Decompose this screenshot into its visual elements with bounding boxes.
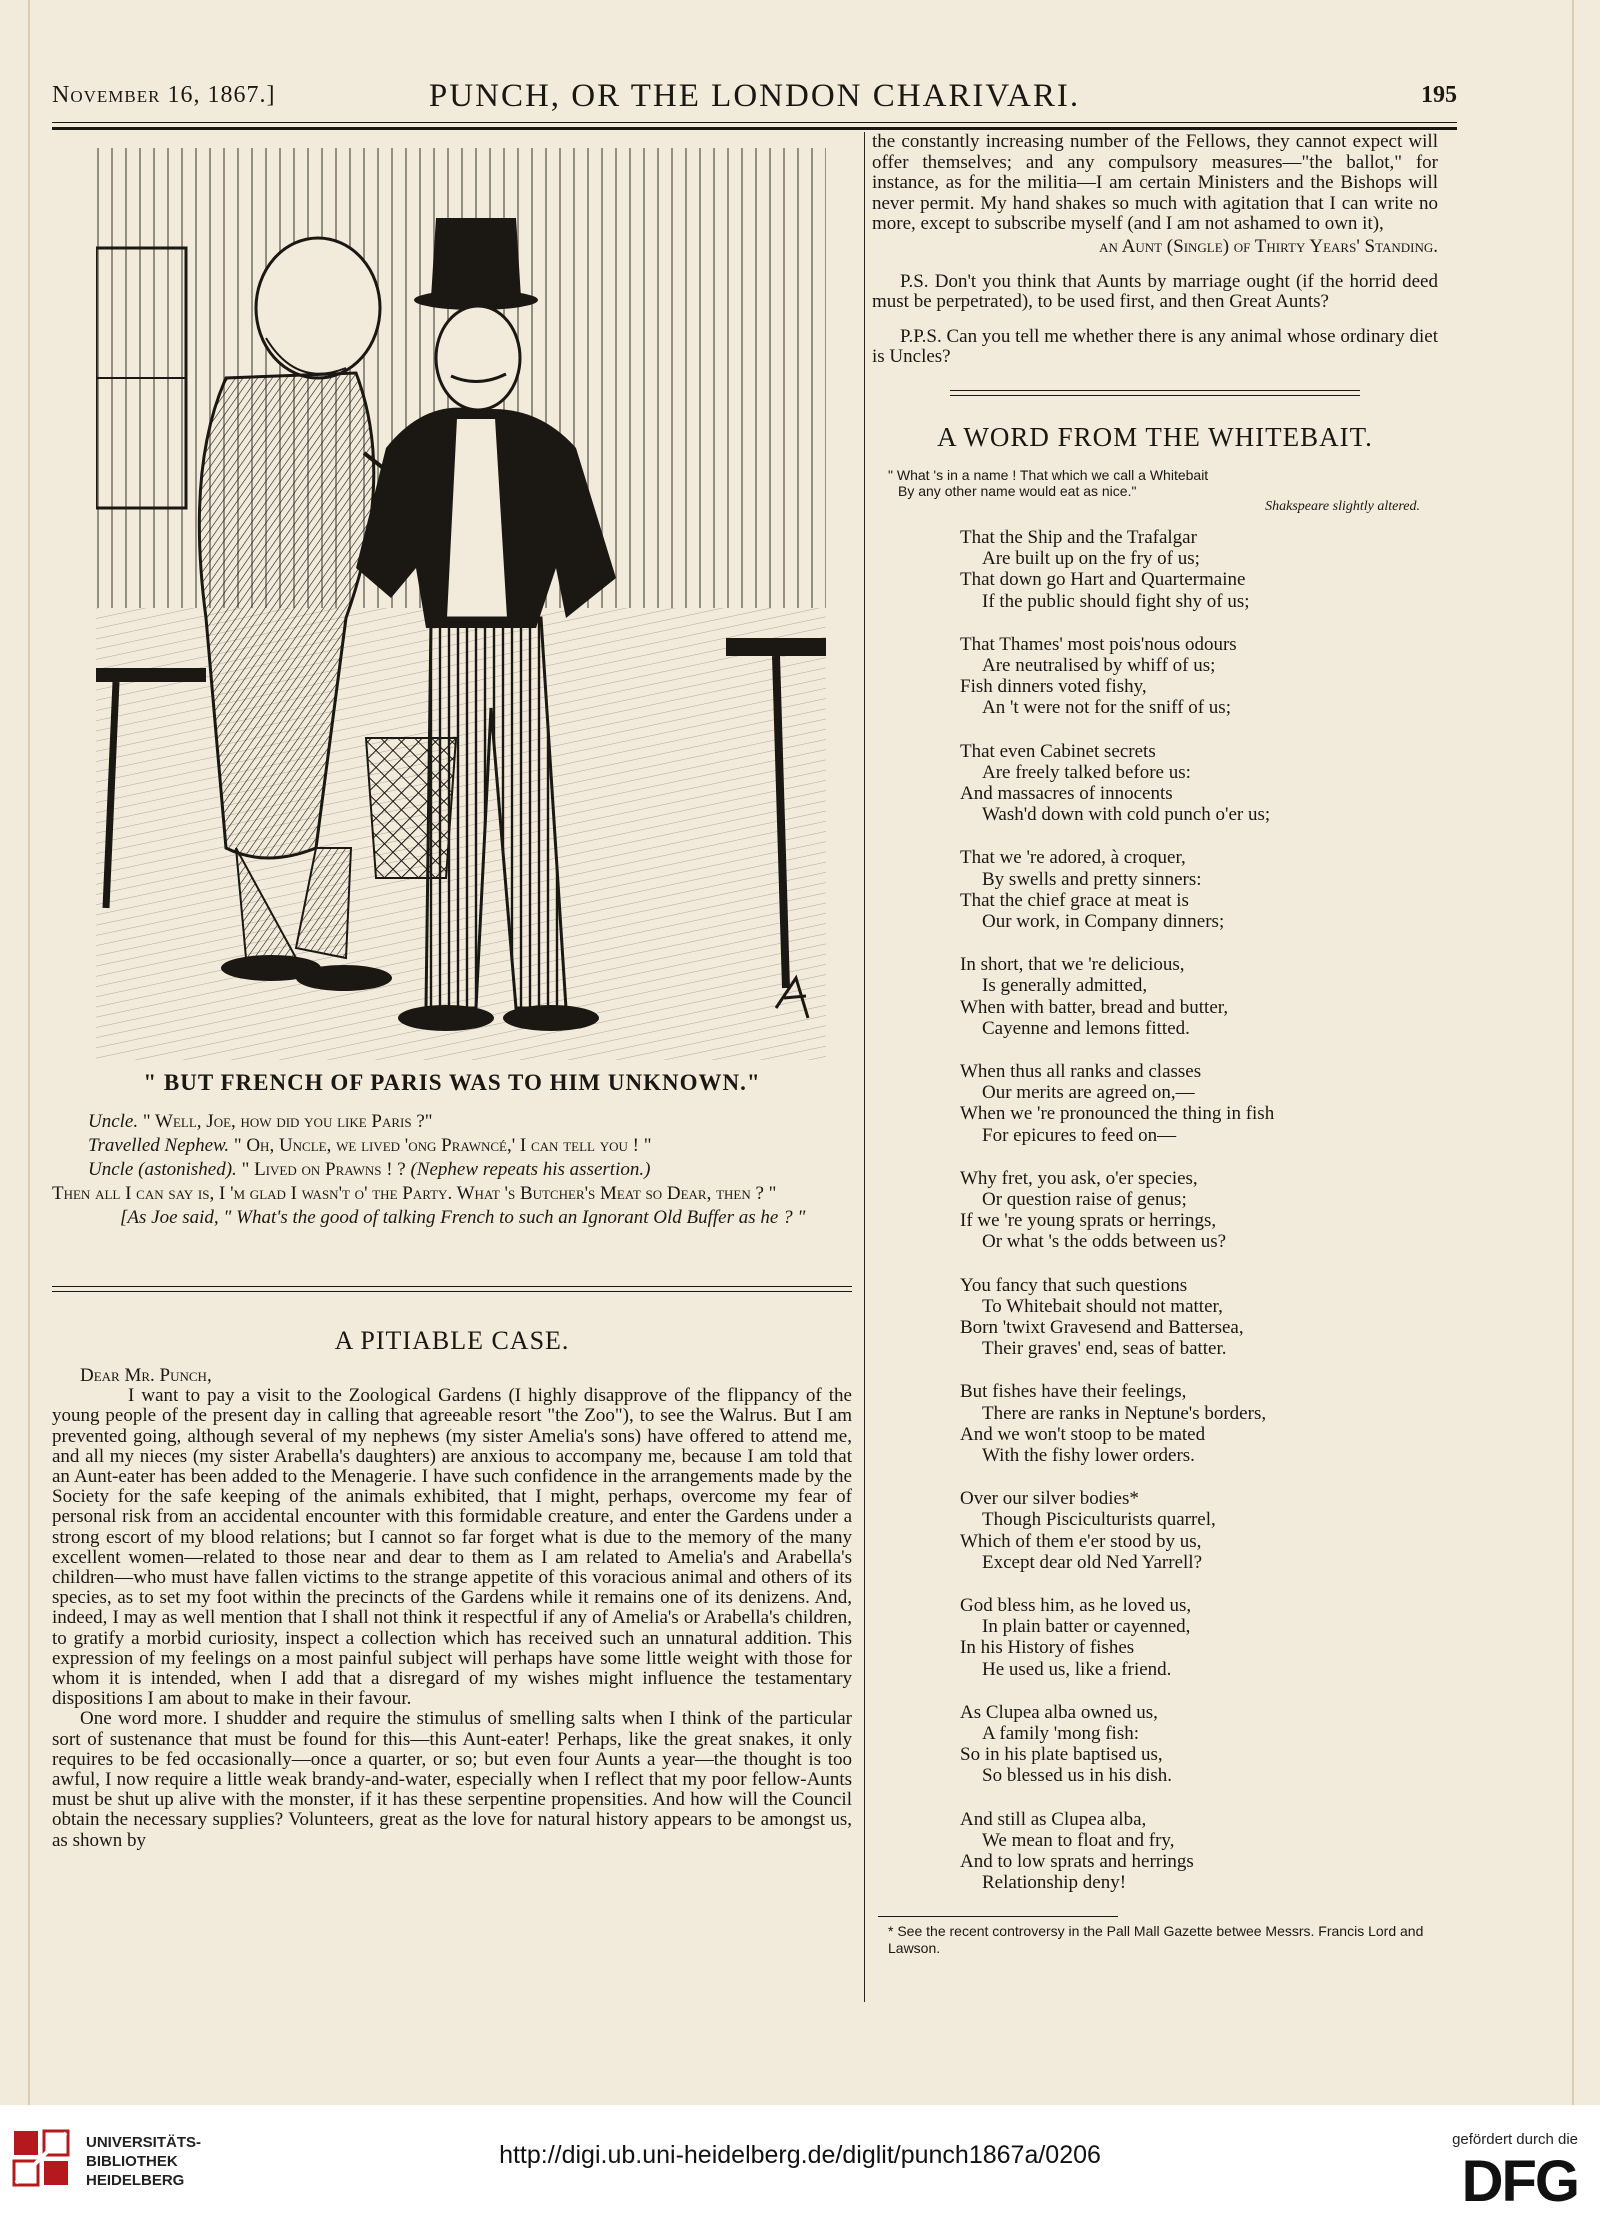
dialogue-line [52,1134,852,1158]
poem-line: Born 'twixt Gravesend and Battersea, [960,1317,1244,1339]
poem-epigraph [872,467,1438,515]
poem-line: When thus all ranks and classes [960,1061,1202,1082]
poem-stanza [960,1061,1438,1146]
header-rule-thick [52,127,1457,130]
poem-stanza [960,1595,1438,1680]
poem-stanza [960,634,1438,719]
poem-line: Or what 's the odds between us? [982,1231,1227,1253]
epigraph-source: Shakspeare slightly altered. [1265,498,1420,514]
cartoon-caption: " BUT FRENCH OF PARIS WAS TO HIM UNKNOWN." [143,1070,761,1095]
library-name-line: HEIDELBERG [86,2172,185,2189]
poem-stanza [960,741,1438,826]
poem-line: That we 're adored, à croquer, [960,847,1186,869]
letter-paragraph: I want to pay a visit to the Zoological Gardens (I highly disapprove of the flippancy of the young people of the present day in calling that agreeable resort "the Zoo"), to see the Walrus. But I am prevented going, although several of my nephews (my sister Amelia's sons) have offered to attend me, and all my nieces (my sister Arabella's daughters) are anxious to accompany me, because I am told that an Aunt-eater has been added to the Menagerie. I have such confidence in the arrangements made by the Society for the safe keeping of the animals exhibited, that I might, perhaps, overcome my fear of personal risk from an accidental encounter with this formidable creature, and enter the Gardens under a strong escort of my blood relations; but I cannot so far forget what is due to the memory of the many excellent women—related to those near and dear to them as I am related to Amelia's and Arabella's children—who must have fallen victims to the strange appetite of this voracious animal and others of its species, as to set my foot within the precincts of the Gardens while it remains one of its denizens. And, indeed, I may as well mention that I shall not think it respectful if any of Amelia's or Arabella's children, to gratify a morbid curiosity, inspect a collection which has received such an unnatural addition. This expression of my feelings on a most painful subject will perhaps have some little weight with those for whom it is intended, when I add that a disregard of my wishes might influence the testamentary dispositions I am about to make in their favour. [52,1385,852,1710]
poem-title: A WORD FROM THE WHITEBAIT. [937,421,1373,452]
poem-line: Are neutralised by whiff of us; [982,654,1216,676]
poem-line: In his History of fishes [960,1637,1135,1659]
speaker-label: Uncle. [88,1111,139,1132]
header-date: November 16, 1867.] [52,82,276,108]
permalink[interactable]: http://digi.ub.uni-heidelberg.de/diglit/punch1867a/0206 [499,2141,1101,2169]
dfg-logo: DFG [1461,2149,1578,2214]
poem-line: Are built up on the fry of us; [982,548,1200,570]
funder-label: gefördert durch die [1452,2131,1578,2148]
poem-stanza [960,1488,1438,1573]
poem-line: So in his plate baptised us, [960,1744,1163,1766]
poem-line: And we won't stoop to be mated [960,1423,1206,1445]
letter-paragraph: One word more. I shudder and require the stimulus of smelling salts when I think of the particular sort of sustenance that must be found for this—this Aunt-eater! Perhaps, like the great snakes, it only requires to be fed occasionally—once a quarter, or so; but even four Aunts a year—the thought is too awful, I now require a little weak brandy-and-water, especially when I reflect that my poor fellow-Aunts must be shut up alive with the monster, if it has these serpentine propensities. And how will the Council obtain the necessary supplies? Volunteers, great as the love for natural history appears to be amongst us, as shown by [52,1708,852,1851]
poem-line: And still as Clupea alba, [960,1808,1147,1830]
poem-line: And to low sprats and herrings [960,1851,1194,1873]
poem-line: Our merits are agreed on,— [982,1082,1195,1104]
page-edge-left [28,0,30,2105]
footnote: * See the recent controversy in the Pall Mall Gazette betwee Messrs. Francis Lord and Lawson. [888,1922,1424,1956]
poem-line: That Thames' most pois'nous odours [960,633,1237,655]
letter-salutation: Dear Mr. Punch, [80,1365,212,1386]
poem-line: Their graves' end, seas of batter. [982,1338,1227,1360]
poem-line: Cayenne and lemons fitted. [982,1017,1190,1039]
letter-continuation [872,132,1438,368]
section-rule [950,390,1360,391]
poem-line: When with batter, bread and butter, [960,996,1229,1018]
poem-line: But fishes have their feelings, [960,1381,1187,1403]
right-column [872,132,1438,1957]
poem-line: A family 'mong fish: [982,1723,1140,1745]
column-divider [864,132,865,2002]
poem-line: Wash'd down with cold punch o'er us; [982,804,1271,826]
running-header [52,78,1457,114]
poem-line: He used us, like a friend. [982,1658,1172,1680]
epigraph-line: By any other name would eat as nice." [898,482,1137,499]
page-number: 195 [1421,82,1457,108]
section-rule [950,395,1360,396]
library-name-line: BIBLIOTHEK [86,2153,178,2170]
article-body-pitiable-case [52,1366,852,1851]
letter-continuation-text: the constantly increasing number of the Fellows, they cannot expect will offer themselves; and any compulsory measures—"the ballot," for instance, as for the militia—I am certain Ministers and the Bishops will never permit. My hand shakes so much with agitation that I can write no more, except to subscribe myself (and I am not ashamed to own it), [872,131,1438,235]
poem-stanza [960,527,1438,612]
cartoon-dialogue [52,1110,852,1230]
section-rule [52,1286,852,1287]
masthead-title: PUNCH, OR THE LONDON CHARIVARI. [428,78,1081,114]
poem-line: That down go Hart and Quartermaine [960,569,1246,591]
poem-line: For epicures to feed on— [982,1124,1177,1146]
poem-stanza [960,1702,1438,1787]
poem-stanza [960,1809,1438,1894]
header-rule [52,122,1457,123]
poem-line: You fancy that such questions [960,1274,1188,1296]
poem-stanza [960,1381,1438,1466]
poem-stanza [960,847,1438,932]
section-rule [52,1291,852,1292]
postscript-second: P.P.S. Can you tell me whether there is any animal whose ordinary diet is Uncles? [872,325,1438,368]
poem-line: And massacres of innocents [960,782,1173,804]
spoken-text: " Oh, Uncle, we lived 'ong Prawncé,' I can tell you ! " [233,1135,652,1156]
poem-line: As Clupea alba owned us, [960,1701,1158,1723]
poem-line: Or question raise of genus; [982,1189,1187,1211]
poem-line: To Whitebait should not matter, [982,1295,1223,1317]
digitization-banner [0,2105,1600,2231]
poem-line: That even Cabinet secrets [960,740,1156,762]
poem-line: God bless him, as he loved us, [960,1595,1192,1617]
speaker-label: Travelled Nephew. [88,1135,230,1156]
article-title-pitiable-case: A PITIABLE CASE. [334,1326,570,1355]
poem-line: There are ranks in Neptune's borders, [982,1402,1267,1424]
footnote-rule [878,1916,1118,1917]
cartoon-drawing [96,148,826,1060]
letter-signature: an Aunt (Single) of Thirty Years' Standing. [1099,235,1438,257]
poem-line: Our work, in Company dinners; [982,910,1225,932]
postscript: P.S. Don't you think that Aunts by marriage ought (if the horrid deed must be perpetrated), to be used first, and then Great Aunts? [872,270,1438,313]
poem-line: When we 're pronounced the thing in fish [960,1103,1275,1125]
poem-line: By swells and pretty sinners: [982,868,1202,890]
speaker-label: Uncle (astonished). [88,1159,237,1180]
dialogue-continuation: Then all I can say is, I 'm glad I wasn't o' the Party. What 's Butcher's Meat so Dear, then ? " [52,1183,777,1204]
poem-line: That the chief grace at meat is [960,889,1189,911]
poem-body [872,527,1438,1894]
page-edge-right [1572,0,1574,2105]
spoken-text: " Lived on Prawns ! ? [241,1159,406,1180]
cartoon-illustration [96,148,826,1060]
poem-line: If the public should fight shy of us; [982,590,1250,612]
poem-line: In short, that we 're delicious, [960,954,1185,976]
spoken-text: " Well, Joe, how did you like Paris ?" [142,1111,433,1132]
poem-line: With the fishy lower orders. [982,1445,1195,1467]
poem-line: Why fret, you ask, o'er species, [960,1167,1198,1189]
poem-line: Over our silver bodies* [960,1488,1139,1510]
poem-line: An 't were not for the sniff of us; [982,697,1231,719]
stage-direction: (Nephew repeats his assertion.) [410,1159,651,1180]
poem-line: If we 're young sprats or herrings, [960,1210,1217,1232]
dialogue-note: [As Joe said, " What's the good of talking French to such an Ignorant Old Buffer as he ? " [120,1207,806,1228]
poem-line: Is generally admitted, [982,975,1148,997]
epigraph-line: " What 's in a name ! That which we call a Whitebait [888,466,1209,483]
poem-line: Are freely talked before us: [982,761,1191,783]
poem-line: Fish dinners voted fishy, [960,676,1147,698]
poem-line: So blessed us in his dish. [982,1765,1173,1787]
dialogue-line [52,1110,852,1134]
poem-line: In plain batter or cayenned, [982,1616,1191,1638]
poem-line: Relationship deny! [982,1872,1127,1894]
poem-line: Though Pisciculturists quarrel, [982,1509,1216,1531]
dialogue-line [52,1158,852,1182]
poem-line: We mean to float and fry, [982,1829,1175,1851]
poem-line: That the Ship and the Trafalgar [960,526,1197,548]
poem-stanza [960,954,1438,1039]
library-name-line: UNIVERSITÄTS- [86,2134,202,2151]
poem-stanza [960,1168,1438,1253]
poem-line: Except dear old Ned Yarrell? [982,1551,1203,1573]
poem-line: Which of them e'er stood by us, [960,1530,1202,1552]
poem-stanza [960,1275,1438,1360]
